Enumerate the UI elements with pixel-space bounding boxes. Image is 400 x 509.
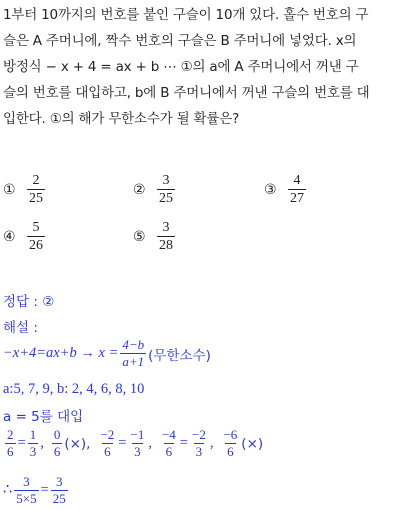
denominator: 26 [29, 238, 43, 253]
denominator: 6 [165, 444, 173, 459]
answer-line: 정답 : ② [3, 294, 55, 310]
equation-fraction [120, 338, 146, 369]
denominator: 3 [195, 444, 203, 459]
problem-line-5: 입한다. ①의 해가 무한소수가 될 확률은? [3, 111, 240, 127]
problem-text [3, 2, 397, 132]
numerator: 3 [162, 220, 170, 235]
numerator: −2 [100, 427, 115, 442]
explanation-label: 해설 : [3, 320, 38, 336]
fraction-item [50, 428, 91, 459]
numerator: −4 [161, 427, 176, 442]
equation-note: (무한소수) [148, 347, 211, 364]
fractions-line [3, 428, 263, 459]
choice-fraction [157, 173, 175, 206]
final-line [3, 475, 70, 506]
fraction-rest: (×), [64, 435, 91, 452]
numerator: 5 [32, 220, 40, 235]
fraction-rest: = [17, 435, 26, 451]
denominator: 6 [227, 444, 234, 459]
choice-mark: ② [133, 181, 146, 198]
value-sets: a:5, 7, 9, b: 2, 4, 6, 8, 10 [3, 381, 145, 397]
choice-fraction [27, 220, 45, 253]
numerator: 4 [293, 173, 301, 188]
fraction-item [3, 428, 44, 459]
therefore-symbol: ∴ [3, 482, 13, 498]
denominator: a+1 [122, 354, 145, 369]
numerator: 2 [7, 427, 14, 442]
fraction-item [158, 428, 214, 459]
numerator: 3 [56, 474, 63, 489]
equation-line [3, 338, 211, 369]
fraction-rest: (×) [241, 435, 264, 452]
numerator: 3 [162, 173, 170, 188]
choice-mark: ① [3, 181, 16, 198]
fraction-tail: , [148, 435, 152, 451]
substitution-line: a = 5를 대입 [3, 409, 84, 425]
choice-5[interactable] [133, 220, 177, 253]
denominator: 6 [7, 444, 14, 459]
choice-3[interactable] [264, 173, 308, 206]
denominator: 5×5 [16, 491, 37, 506]
choice-mark: ③ [264, 181, 277, 198]
choice-4[interactable] [3, 220, 47, 253]
choice-1[interactable] [3, 173, 47, 206]
numerator: 2 [32, 173, 40, 188]
denominator: 6 [53, 444, 61, 459]
numerator: −2 [191, 427, 206, 442]
denominator: 6 [104, 444, 111, 459]
numerator: 4−b [122, 337, 145, 352]
choice-fraction [27, 173, 45, 206]
denominator: 28 [159, 238, 173, 253]
denominator: 3 [29, 444, 37, 459]
choice-fraction [157, 220, 175, 253]
equation-left: −x+4=ax+b → x = [3, 345, 119, 361]
choice-2[interactable] [133, 173, 177, 206]
problem-line-3: 방정식 − x + 4 = ax + b ⋯ ①의 a에 A 주머니에서 꺼낸 구 [3, 59, 359, 75]
denominator: 25 [159, 191, 173, 206]
choice-fraction [288, 173, 306, 206]
numerator: −6 [223, 427, 238, 442]
denominator: 25 [29, 191, 43, 206]
choice-mark: ⑤ [133, 228, 146, 245]
fraction-rest: = [179, 435, 188, 451]
fraction-tail: , [209, 435, 214, 451]
problem-line-4: 슬의 번호를 대입하고, b에 B 주머니에서 꺼낸 구슬의 번호를 대 [3, 85, 370, 101]
fraction-item [219, 428, 263, 459]
problem-line-1: 1부터 10까지의 번호를 붙인 구슬이 10개 있다. 홀수 번호의 구 [3, 7, 369, 23]
final-equals: = [40, 482, 49, 498]
denominator: 3 [134, 444, 141, 459]
numerator: 0 [53, 427, 61, 442]
problem-line-2: 슬은 A 주머니에, 짝수 번호의 구슬은 B 주머니에 넣었다. x의 [3, 33, 357, 49]
numerator: 3 [23, 474, 30, 489]
numerator: −1 [130, 427, 145, 442]
fraction-item [96, 428, 152, 459]
denominator: 25 [52, 491, 66, 506]
fraction-tail: , [40, 435, 44, 451]
numerator: 1 [29, 427, 37, 442]
choice-mark: ④ [3, 228, 16, 245]
denominator: 27 [290, 191, 304, 206]
fraction-rest: = [118, 435, 127, 451]
